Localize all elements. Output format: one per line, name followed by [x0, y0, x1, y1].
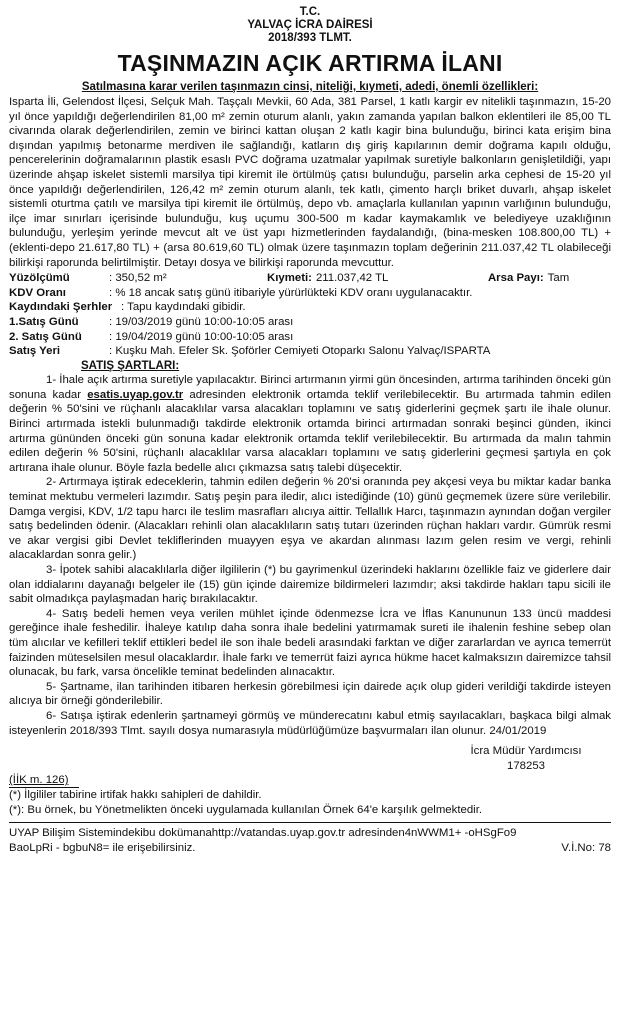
property-subtitle: Satılmasına karar verilen taşınmazın cinsi, niteliği, kıymeti, adedi, önemli özellikleri:	[81, 81, 539, 93]
share-label: Arsa Payı:	[487, 272, 544, 285]
condition-5: 5- Şartname, ilan tarihinden itibaren herkesin görebilmesi için dairede açık olup gideri verildiği takdirde isteyen alıcıya bir örneği gönderilebilir.	[9, 680, 611, 708]
conditions-title: SATIŞ ŞARTLARI:	[81, 359, 180, 372]
footer-access-text: BaoLpRi - bgbuN8= ile erişebilirsiniz.	[9, 841, 196, 854]
signature-block	[9, 744, 611, 773]
footer-vi-no: V.İ.No: 78	[561, 841, 611, 854]
property-info	[9, 271, 611, 359]
condition-6: 6- Satışa iştirak edenlerin şartnameyi görmüş ve münderecatını kabul etmiş sayılacakları, başkaca bilgi almak isteyenlerin 2018/393 Tlmt. sayılı dosya numarasıyla müdürlüğümüze başvurmaları ilan olunur. 24/01/2019	[9, 709, 611, 737]
property-description: Isparta İli, Gelendost İlçesi, Selçuk Mah. Taşçalı Mevkii, 60 Ada, 381 Parsel, 1 katlı kargir ev nitelikli taşınmazın, 15-20 yıl önce yapıldığı değerlendirilen 81,00 m² zemin oturum alanlı, yakın zamanda yapılan balkon eklentileri ile 85,00 TL civarında olarak değerlendirilen, zemin ve birinci kattan oluşan 2 katlı kagir bina bulunduğu, birinci kata erişim bina dışından yapılmış betonarme merdiven ile sağlandığı, katların dış giriş kapılarının demir doğrama kapılı olduğu, pencerelerinin doğramalarının plastik esaslı PVC doğrama uzatmalar yapılmak suretiyle balkonların genişletildiği, yapı üzerinde ahşap iskelet sistemli marsilya tipi kiremit ile örtülmüş çatısı bulunduğu, parselin arka cephesi de 15-20 yıl önce yapıldığı değerlendirilen, 126,42 m² zemin oturum alanlı, tek katlı, çimento harçlı briket duvarlı, ahşap iskelet sistemli oturtma çatılı ve marsilya tipi kiremit ile örtülmüş, depo vb. amaçlarla kullanılan yapının varlığının bulunduğu, ilçe imar sınırları içerisinde bulunduğu, kuş uçumu 300-500 m kadar kaymakamlık ve belediyeye uzaklığının bulunduğu, yerleşim yerinde mevcut alt ve üst yapı hizmetlerinden faydalandığı, (bina-mesken 108.800,00 TL) + (eklenti-depo 21.617,80 TL) + (arsa 80.619,60 TL) olmak üzere taşınmazın toplam değerinin 211.037,42 TL olabileceği bilirkişi raporunda belirtilmiştir. Detayı dosya ve bilirkişi raporunda mevcuttur.	[9, 96, 611, 269]
place-row	[9, 344, 611, 359]
area-label: Yüzölçümü	[9, 272, 70, 285]
kdv-label: KDV Oranı	[9, 286, 66, 299]
registry-value: : Tapu kaydındaki gibidir.	[121, 301, 246, 314]
registry-label: Kaydındaki Şerhler	[9, 301, 113, 314]
announcement-page	[9, 6, 611, 855]
note-1: (*) İlgililer tabirine irtifak hakkı sahipleri de dahildir.	[9, 789, 262, 802]
condition-2: 2- Artırmaya iştirak edeceklerin, tahmin edilen değerin % 20'si oranında pey akçesi veya bu miktar kadar banka teminat mektubu vermeleri lazımdır. Satış peşin para iledir, alıcı istediğinde (10) günü geçmemek üzere süre verilebilir. Damga vergisi, KDV, 1/2 tapu harcı ile teslim masrafları alıcıya aittir. Tellallık Harcı, taşınmazın aynından doğan vergiler satış bedelinden ödenir. (Alacakları rehinli olan alacaklıların satış tutarı üzerinden rüçhan hakları vardır. Gümrük resmi ve akar vergisi gibi Devlet tekliflerinden muayyen eşya ve akardan alınması lazım gelen resim ve vergi, rehinli alacaklardan sonra gelir.)	[9, 476, 611, 562]
sale2-row	[9, 330, 611, 345]
kdv-value: : % 18 ancak satış günü itibariyle yürürlükteki KDV oranı uygulanacaktır.	[109, 286, 473, 299]
esatis-link[interactable]: esatis.uyap.gov.tr	[87, 388, 184, 401]
condition-1-start: 1- İhale açık artırma suretiyle yapılacaktır. Birinci artırmanın yirmi gün öncesinden, artırma tarihinden önceki gün sonuna kadar	[9, 374, 611, 401]
condition-1	[9, 373, 611, 475]
header-office: YALVAÇ İCRA DAİRESİ	[247, 19, 373, 31]
condition-4: 4- Satış bedeli hemen veya verilen mühlet içinde ödenmezse İcra ve İflas Kanununun 133 üncü maddesi gereğince ihale feshedilir. İhaleye katılıp daha sonra ihale bedelini yatırmamak sureti ile ihalenin feshine sebep olan tüm alıcılar ve kefilleri teklif ettikleri bedel ile son ihale bedeli arasındaki farktan ve diğer zararlardan ve ayrıca temerrüt faizinden müteselsilen mesul olacaklardır. İhale farkı ve temerrüt faizi ayrıca hükme hacet kalmaksızın dairemizce tahsil olunacak, bu fark, varsa öncelikle teminat bedelinden alınacaktır.	[9, 607, 611, 679]
header-tc: T.C.	[299, 6, 321, 18]
footer-line-1: UYAP Bilişim Sistemindekibu dokümanahttp://vatandas.uyap.gov.tr adresinden4nWWM1+ -oHSgFo9	[9, 827, 517, 840]
condition-1-rest: adresinden elektronik ortamda teklif verilebilecektir. Bu artırmada tahmin edilen değerin % 50'sini ve rüçhanlı alacaklılar varsa alacakları toplamını ve satış giderlerini geçmek şartı ile ihale olunur. Birinci artırmada istekli bulunmadığı takdirde elektronik ortamda birinci artırmadan sonraki beşinci günden, ikinci artırma gününden önceki gün sonuna kadar elektronik ortamda teklif verilebilecektir. Bu artırmada da malın tahmin edilen değerin % 50'sini, rüçhanlı alacaklılar varsa alacakları toplamını ve satış giderlerini geçmesi şartıyla en çok artırana ihale olunur. Böyle fazla bedelle alıcı çıkmazsa satış talebi düşecektir.	[9, 388, 611, 474]
sale1-value: : 19/03/2019 günü 10:00-10:05 arası	[109, 315, 294, 328]
place-label: Satış Yeri	[9, 345, 61, 358]
footer-divider	[9, 822, 611, 823]
kdv-row	[9, 286, 611, 301]
page-title: TAŞINMAZIN AÇIK ARTIRMA İLANI	[117, 50, 503, 76]
place-value: : Kuşku Mah. Efeler Sk. Şoförler Cemiyeti Otoparkı Salonu Yalvaç/ISPARTA	[109, 345, 491, 358]
footer-line-2	[9, 841, 611, 855]
header-file-no: 2018/393 TLMT.	[268, 32, 352, 44]
law-reference: (İİK m. 126)	[9, 774, 79, 788]
sale2-value: : 19/04/2019 günü 10:00-10:05 arası	[109, 330, 294, 343]
value-label: Kıymeti:	[267, 272, 312, 285]
signature-number: 178253	[506, 759, 545, 772]
value-value: 211.037,42 TL	[315, 272, 389, 285]
sale2-label: 2. Satış Günü	[9, 330, 82, 343]
share-value: Tam	[547, 272, 570, 285]
condition-3: 3- İpotek sahibi alacaklılarla diğer ilgililerin (*) bu gayrimenkul üzerindeki haklarını özellikle faiz ve giderlere dair olan iddialarını dayanağı belgeler ile (15) gün içinde dairemize bildirmeleri lazımdır; aksi takdirde hakları tapu sicili ile sabit olmadıkça paylaşmadan hariç bırakılacaktır.	[9, 564, 611, 606]
area-value: : 350,52 m²	[109, 272, 167, 285]
area-row	[9, 271, 611, 286]
signature-title: İcra Müdür Yardımcısı	[470, 745, 582, 758]
note-2: (*): Bu örnek, bu Yönetmelikten önceki uygulamada kullanılan Örnek 64'e karşılık gelmektedir.	[9, 803, 483, 816]
sale1-row	[9, 315, 611, 330]
sale1-label: 1.Satış Günü	[9, 315, 79, 328]
registry-row	[9, 300, 611, 315]
